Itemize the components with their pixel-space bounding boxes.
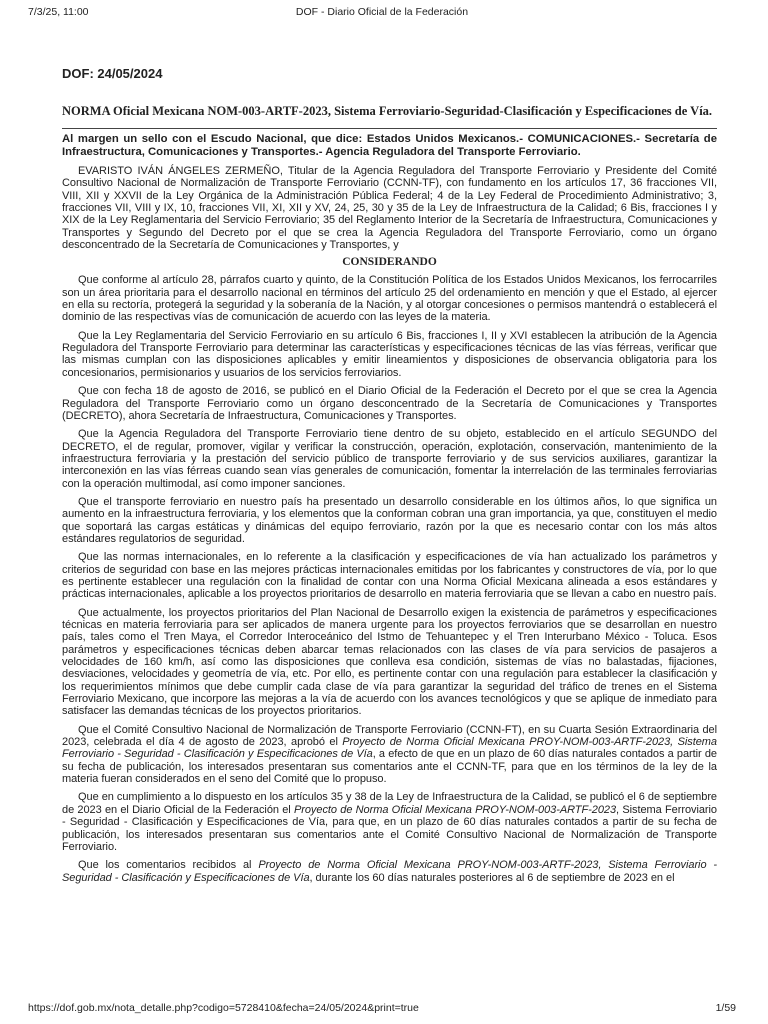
print-page-title: DOF - Diario Oficial de la Federación	[295, 6, 469, 18]
considerando-paragraph-10	[62, 859, 717, 884]
print-url: https://dof.gob.mx/nota_detalle.php?codigo=5728410&fecha=24/05/2024&print=true	[28, 1002, 419, 1014]
considerando-paragraph-2: Que la Ley Reglamentaria del Servicio Ferroviario en su artículo 6 Bis, fracciones I, II y XVI establecen la atribución de la Agencia Reguladora del Transporte Ferroviario para determinar las características y especificaciones técnicas de las vías férreas, verificar que las mismas cumplan con las disposiciones aplicables y emitir lineamientos y disposiciones de observancia obligatoria para los concesionarios, permisionarios y usuarios de los servicios ferroviarios.	[62, 329, 717, 379]
p10-text-a: Que los comentarios recibidos al	[78, 859, 259, 872]
p9-text-a: Que en cumplimiento a lo dispuesto en los artículos 35 y 38 de la Ley de Infraestructura de la Calidad, se publicó el 6 de septiembre de 2023 en el Diario Oficial de la Federación el	[62, 791, 717, 816]
p8-text-a: Que el Comité Consultivo Nacional de Normalización de Transporte Ferroviario (CCNN-FT), en su Cuarta Sesión Extraordinaria del 2023, celebrada el día 4 de agosto de 2023, aprobó el	[62, 723, 717, 749]
dof-date: DOF: 24/05/2024	[62, 66, 163, 81]
p9-text-b: , Sistema Ferroviario - Seguridad - Clasificación y Especificaciones de Vía, para que, en un plazo de 60 días naturales contados a partir de su fecha de publicación, los interesados presentaran sus comentarios ante el Comité Consultivo Nacional de Normalización de Transporte Ferroviario.	[62, 803, 717, 853]
title-divider	[62, 128, 717, 129]
browser-print-footer	[28, 1002, 736, 1016]
p10-italic-title: Proyecto de Norma Oficial Mexicana PROY-NOM-003-ARTF-2023, Sistema Ferroviario - Seguridad - Clasificación y Especificaciones de Vía	[62, 859, 718, 884]
browser-print-header	[28, 6, 736, 20]
norm-title: NORMA Oficial Mexicana NOM-003-ARTF-2023, Sistema Ferroviario-Seguridad-Clasificación y Especificaciones de Vía.	[62, 104, 713, 118]
considerando-paragraph-8	[62, 724, 717, 786]
p8-italic-title: Proyecto de Norma Oficial Mexicana PROY-NOM-003-ARTF-2023, Sistema Ferroviario - Seguridad - Clasificación y Especificaciones de Vía	[62, 736, 717, 761]
p8-text-b: , a efecto de que en un plazo de 60 días naturales contados a partir de su fecha de publicación, los interesados presentaran sus comentarios ante el CCNN-TF, para que en los términos de la ley de la materia fueran considerados en el seno del Comité que lo propuso.	[62, 748, 717, 786]
considerando-paragraph-9	[62, 791, 717, 853]
considerando-paragraph-1: Que conforme al artículo 28, párrafos cuarto y quinto, de la Constitución Política de los Estados Unidos Mexicanos, los ferrocarriles son un área prioritaria para el desarrollo nacional en términos del artículo 25 del ordenamiento en mención y que el Estado, al ejercer en ella su rectoría, protegerá la seguridad y la soberanía de la Nación, y al otorgar concesiones o permisos mantendrá o establecerá el dominio de las respectivas vías de comunicación de acuerdo con las leyes de la materia.	[62, 274, 717, 324]
p10-text-b: , durante los 60 días naturales posteriores al 6 de septiembre de 2023 en el	[309, 871, 675, 884]
p9-italic-title: Proyecto de Norma Oficial Mexicana PROY-NOM-003-ARTF-2023	[293, 803, 617, 816]
considerando-paragraph-7: Que actualmente, los proyectos prioritarios del Plan Nacional de Desarrollo exigen la existencia de parámetros y especificaciones técnicas en materia ferroviaria para ser aplicados de manera urgente para los proyectos ferroviarios que se desarrollan en nuestro país, tales como el Tren Maya, el Corredor Interoceánico del Istmo de Tehuantepec y el Tren Interurbano México - Toluca. Esos parámetros y especificaciones técnicas deben abarcar temas relacionados con las clases de vía para servicios de pasajeros a velocidades de 160 km/h, así como las disposiciones que conlleva esa condición, sistemas de vías no balastadas, fijaciones, desviaciones, velocidades y geometría de vía, etc. Por ello, es pertinente contar con una regulación para establecer la clasificación y los requerimientos mínimos que debe cumplir cada clase de vía para garantizar la seguridad del tráfico de trenes en el Sistema Ferroviario Mexicano, que incorpore las mejoras a la vía de acuerdo con los avances tecnológicos y que se aplique de inmediato para satisfacer las demandas técnicas de los proyectos prioritarios.	[62, 606, 717, 718]
document-body	[62, 66, 717, 884]
considerando-paragraph-3: Que con fecha 18 de agosto de 2016, se publicó en el Diario Oficial de la Federación el Decreto por el que se crea la Agencia Reguladora del Transporte Ferroviario como un órgano desconcentrado de la Secretaría de Comunicaciones y Transportes (DECRETO), ahora Secretaría de Infraestructura, Comunicaciones y Transportes.	[62, 385, 717, 422]
print-page-number: 1/59	[715, 1002, 736, 1014]
considerando-paragraph-6: Que las normas internacionales, en lo referente a la clasificación y especificaciones de vía han actualizado los parámetros y criterios de seguridad con base en las mejores prácticas internacionales emitidas por los fabricantes y constructores de vía, por lo que es pertinente establecer una regulación con la finalidad de contar con una Norma Oficial Mexicana alineada a esos estándares y prácticas internacionales, aplicable a los proyectos prioritarios de desarrollo en materia ferroviaria que se llevan a cabo en nuestro país.	[62, 551, 717, 601]
considerando-paragraph-5: Que el transporte ferroviario en nuestro país ha presentado un desarrollo considerable en los últimos años, lo que significa un aumento en la infraestructura ferroviaria, y los elementos que la conforman cobran una gran importancia, ya que, constituyen el medio que soportará las cargas estáticas y dinámicas del equipo ferroviario, razón por la que es necesario contar con los más altos estándares regulatorios de seguridad.	[62, 495, 717, 545]
considerando-paragraph-4: Que la Agencia Reguladora del Transporte Ferroviario tiene dentro de su objeto, establecido en el artículo SEGUNDO del DECRETO, el de regular, promover, vigilar y verificar la construcción, operación, explotación, conservación, mantenimiento de la infraestructura ferroviaria y la prestación del servicio público de transporte ferroviario y de sus servicios auxiliares, garantizar la interconexión en las vías férreas cuando sean vías generales de comunicación, fomentar la interrelación de las terminales ferroviarias con la operación multimodal, así como imponer sanciones.	[62, 428, 717, 490]
print-datetime: 7/3/25, 11:00	[28, 6, 89, 18]
margin-note: Al margen un sello con el Escudo Nacional, que dice: Estados Unidos Mexicanos.- COMUNICACIONES.- Secretaría de Infraestructura, Comunicaciones y Transportes.- Agencia Reguladora del Transporte Ferroviario.	[62, 133, 717, 158]
intro-paragraph: EVARISTO IVÁN ÁNGELES ZERMEÑO, Titular de la Agencia Reguladora del Transporte Ferroviario y Presidente del Comité Consultivo Nacional de Normalización de Transporte Ferroviario (CCNN-TF), con fundamento en los artículos 17, 36 fracciones VII, VIII, XII y XXVII de la Ley Orgánica de la Administración Pública Federal; 4 de la Ley Federal de Procedimiento Administrativo; 3, fracciones VII, VIII y IX, 10, fracciones VII, XI, XII y XV, 24, 25, 30 y 35 de la Ley de Infraestructura de la Calidad; 6 Bis, fracciones I y XIX de la Ley Reglamentaria del Servicio Ferroviario; 35 del Reglamento Interior de la Secretaría de Infraestructura, Comunicaciones y Transportes y Segundo del Decreto por el que se crea la Agencia Reguladora del Transporte Ferroviario, como un órgano desconcentrado de la Secretaría de Comunicaciones y Transportes, y	[62, 165, 717, 252]
considerando-heading: CONSIDERANDO	[342, 256, 437, 269]
